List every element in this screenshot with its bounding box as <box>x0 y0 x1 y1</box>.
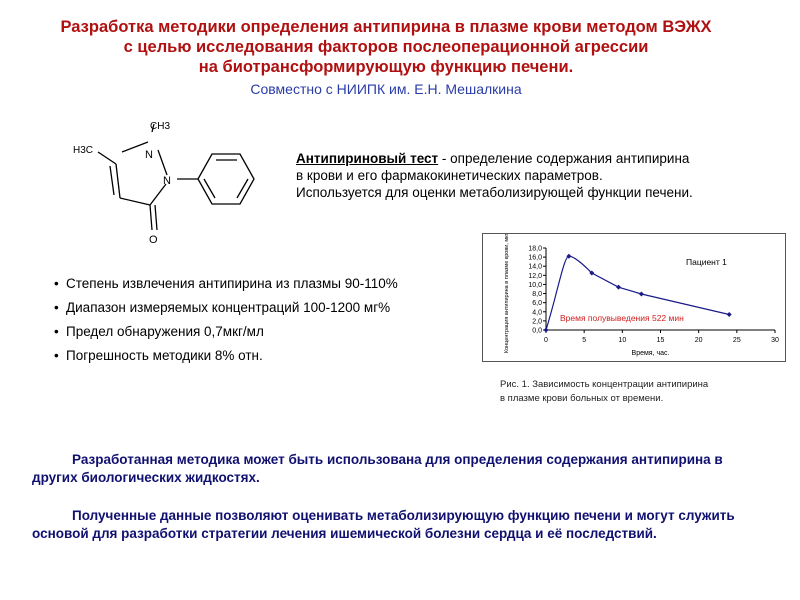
conclusion-paragraph-1 <box>32 451 772 487</box>
test-term: Антипириновый тест <box>296 151 439 166</box>
x-tick-label: 0 <box>544 337 548 344</box>
y-tick-label: 0,0 <box>532 327 542 335</box>
list-item <box>54 320 398 344</box>
x-tick-label: 10 <box>618 337 627 344</box>
y-tick-label: 6,0 <box>532 300 542 308</box>
y-axis-label: Концентрация антипирина в плазме крови, мкг/мл <box>504 234 510 354</box>
y-tick-label: 8,0 <box>532 291 542 299</box>
list-item <box>54 296 398 320</box>
data-point <box>639 292 644 297</box>
data-point <box>727 312 732 317</box>
list-item <box>54 344 398 368</box>
x-tick-label: 15 <box>656 337 665 344</box>
x-tick-label: 20 <box>694 337 703 344</box>
list-item-text: Степень извлечения антипирина из плазмы 90-110% <box>66 276 398 291</box>
method-characteristics-list <box>54 272 398 368</box>
y-tick-label: 2,0 <box>532 318 542 326</box>
caption-line: в плазме крови больных от времени. <box>500 393 664 404</box>
legend-label: Пациент 1 <box>686 257 727 267</box>
title-line: с целью исследования факторов послеоперационной агрессии <box>123 38 649 56</box>
h3c-label: H3C <box>73 145 94 156</box>
caption-line: Рис. 1. Зависимость концентрации антипирина <box>500 379 709 390</box>
y-tick-label: 16,0 <box>528 254 542 262</box>
half-life-annotation: Время полувыведения 522 мин <box>560 313 684 323</box>
paragraph-text: Разработанная методика может быть использована для определения содержания антипирина в других биологических жидкостях. <box>32 452 723 485</box>
bullet-icon: • <box>54 348 59 363</box>
bullet-icon: • <box>54 300 59 315</box>
test-line: Используется для оценки метаболизирующей функции печени. <box>296 185 693 200</box>
data-point <box>544 328 549 333</box>
y-tick-label: 12,0 <box>528 272 542 280</box>
page-title <box>0 17 772 77</box>
y-tick-label: 18,0 <box>528 245 542 253</box>
y-tick-label: 4,0 <box>532 309 542 317</box>
n1-label: N <box>145 149 153 161</box>
list-item <box>54 272 398 296</box>
n2-label: N <box>163 175 171 187</box>
conclusion-paragraph-2 <box>32 507 772 543</box>
antipyrine-structure <box>60 112 280 252</box>
list-item-text: Предел обнаружения 0,7мкг/мл <box>66 324 264 339</box>
chart-svg <box>483 234 785 361</box>
x-tick-label: 25 <box>732 337 741 344</box>
bullet-icon: • <box>54 276 59 291</box>
o-label: O <box>149 234 158 246</box>
antipyrine-test-definition <box>296 150 766 201</box>
x-tick-label: 30 <box>771 337 779 344</box>
data-point <box>616 285 621 290</box>
paragraph-text: Полученные данные позволяют оценивать метаболизирующую функцию печени и могут служить основой для разработки стратегии лечения ишемической болезни сердца и её последствий. <box>32 508 735 541</box>
title-line: Разработка методики определения антипирина в плазме крови методом ВЭЖХ <box>60 18 712 36</box>
ch3-label: CH3 <box>150 121 171 132</box>
list-item-text: Погрешность методики 8% отн. <box>66 348 263 363</box>
y-tick-label: 10,0 <box>528 281 542 289</box>
list-item-text: Диапазон измеряемых концентраций 100-1200 мг% <box>66 300 391 315</box>
x-axis-label: Время, час. <box>631 350 670 357</box>
y-tick-label: 14,0 <box>528 263 542 271</box>
title-line: на биотрансформирующую функцию печени. <box>198 58 574 76</box>
page-subtitle: Совместно с НИИПК им. Е.Н. Мешалкина <box>250 81 522 97</box>
bullet-icon: • <box>54 324 59 339</box>
test-line: - определение содержания антипирина <box>438 151 690 166</box>
x-tick-label: 5 <box>582 337 587 344</box>
figure-caption <box>500 378 780 406</box>
test-line: в крови и его фармакокинетических параметров. <box>296 168 603 183</box>
concentration-chart <box>482 233 786 362</box>
